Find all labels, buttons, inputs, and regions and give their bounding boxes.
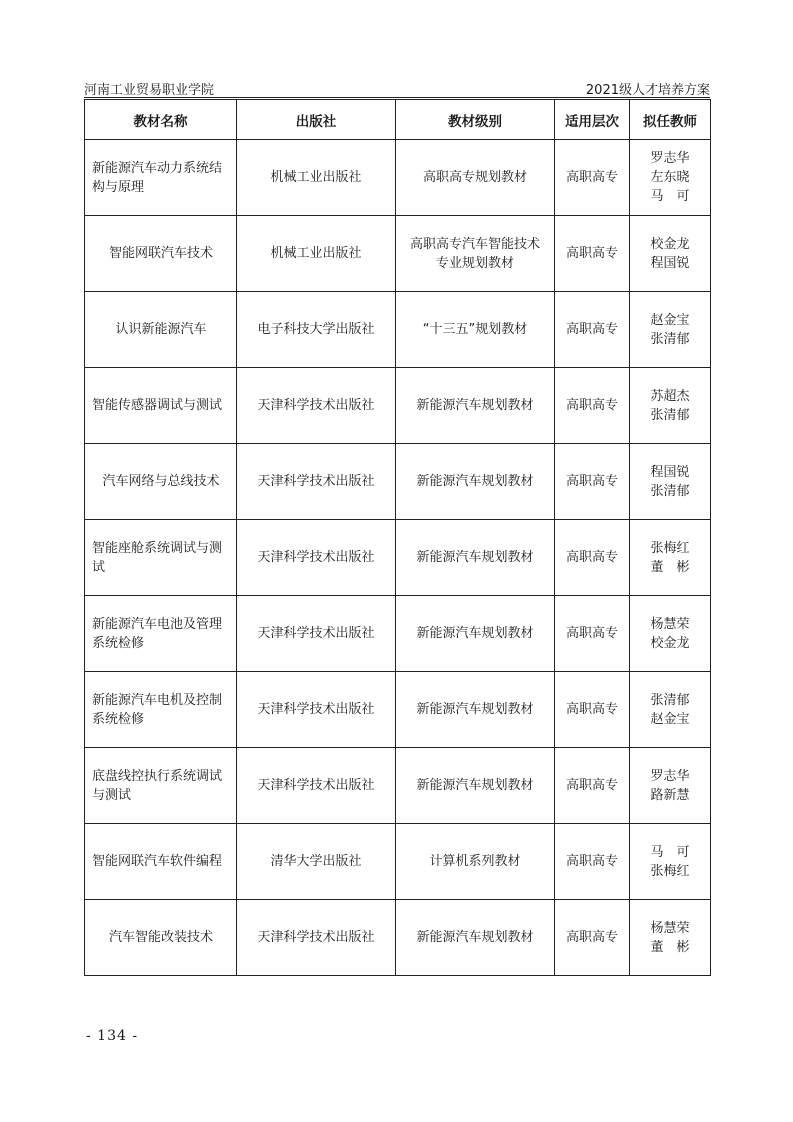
teacher-name: 杨慧荣 — [650, 920, 690, 936]
cell-textbook-name: 智能网联汽车软件编程 — [85, 824, 237, 900]
cell-publisher: 天津科学技术出版社 — [237, 672, 396, 748]
table-row — [85, 216, 711, 292]
table-row — [85, 368, 711, 444]
cell-scope: 高职高专 — [555, 900, 630, 976]
teacher-name: 张梅红 — [650, 863, 690, 879]
cell-teachers — [630, 216, 711, 292]
teacher-name: 赵金宝 — [650, 312, 690, 328]
cell-scope: 高职高专 — [555, 140, 630, 216]
cell-level: 计算机系列教材 — [396, 824, 555, 900]
cell-level: 新能源汽车规划教材 — [396, 748, 555, 824]
column-header-scope: 适用层次 — [555, 100, 630, 140]
cell-scope: 高职高专 — [555, 748, 630, 824]
column-header-publisher: 出版社 — [237, 100, 396, 140]
cell-scope: 高职高专 — [555, 444, 630, 520]
cell-teachers — [630, 596, 711, 672]
table-row — [85, 292, 711, 368]
cell-publisher: 机械工业出版社 — [237, 140, 396, 216]
teacher-name: 董 彬 — [650, 559, 690, 575]
teacher-name: 左东晓 — [650, 170, 690, 185]
cell-level: 新能源汽车规划教材 — [396, 444, 555, 520]
cell-level: 新能源汽车规划教材 — [396, 672, 555, 748]
cell-publisher: 天津科学技术出版社 — [237, 368, 396, 444]
cell-scope: 高职高专 — [555, 672, 630, 748]
cell-textbook-name: 智能网联汽车技术 — [85, 216, 237, 292]
page-header — [84, 77, 710, 98]
cell-scope: 高职高专 — [555, 292, 630, 368]
cell-teachers — [630, 140, 711, 216]
cell-level: 高职高专规划教材 — [396, 140, 555, 216]
teacher-name: 路新慧 — [650, 787, 690, 803]
header-institution: 河南工业贸易职业学院 — [84, 83, 215, 98]
cell-teachers — [630, 368, 711, 444]
cell-level: 新能源汽车规划教材 — [396, 900, 555, 976]
cell-teachers — [630, 520, 711, 596]
teacher-name: 赵金宝 — [650, 711, 690, 727]
column-header-teachers: 拟任教师 — [630, 100, 711, 140]
header-document-title: 2021级人才培养方案 — [585, 83, 710, 98]
cell-level: 高职高专汽车智能技术专业规划教材 — [396, 216, 555, 292]
cell-textbook-name: 新能源汽车动力系统结构与原理 — [85, 140, 237, 216]
cell-publisher: 天津科学技术出版社 — [237, 748, 396, 824]
teacher-name: 董 彬 — [650, 939, 690, 955]
table-row — [85, 596, 711, 672]
cell-teachers — [630, 672, 711, 748]
teacher-name: 程国锐 — [650, 255, 690, 271]
teacher-name: 校金龙 — [650, 635, 690, 651]
cell-scope: 高职高专 — [555, 596, 630, 672]
cell-textbook-name: 新能源汽车电池及管理系统检修 — [85, 596, 237, 672]
teacher-name: 张清郁 — [650, 483, 690, 499]
table-row — [85, 672, 711, 748]
teacher-name: 程国锐 — [650, 464, 690, 480]
cell-level: 新能源汽车规划教材 — [396, 520, 555, 596]
column-header-level: 教材级别 — [396, 100, 555, 140]
cell-textbook-name: 底盘线控执行系统调试与测试 — [85, 748, 237, 824]
cell-teachers — [630, 824, 711, 900]
teacher-name: 马 可 — [650, 844, 690, 860]
teacher-name: 罗志华 — [650, 768, 690, 784]
cell-publisher: 机械工业出版社 — [237, 216, 396, 292]
teacher-name: 校金龙 — [650, 236, 690, 252]
teacher-name: 张梅红 — [650, 540, 690, 556]
cell-textbook-name: 汽车网络与总线技术 — [85, 444, 237, 520]
cell-publisher: 天津科学技术出版社 — [237, 900, 396, 976]
cell-publisher: 电子科技大学出版社 — [237, 292, 396, 368]
cell-publisher: 天津科学技术出版社 — [237, 444, 396, 520]
cell-textbook-name: 汽车智能改装技术 — [85, 900, 237, 976]
cell-textbook-name: 智能传感器调试与测试 — [85, 368, 237, 444]
cell-textbook-name: 认识新能源汽车 — [85, 292, 237, 368]
cell-textbook-name: 新能源汽车电机及控制系统检修 — [85, 672, 237, 748]
textbook-table — [84, 99, 711, 976]
cell-level: 新能源汽车规划教材 — [396, 368, 555, 444]
cell-publisher: 天津科学技术出版社 — [237, 596, 396, 672]
page-number: - 134 - — [86, 1028, 139, 1044]
table-row — [85, 520, 711, 596]
teacher-name: 张清郁 — [650, 692, 690, 708]
cell-publisher: 天津科学技术出版社 — [237, 520, 396, 596]
teacher-name: 马 可 — [650, 189, 690, 204]
cell-scope: 高职高专 — [555, 368, 630, 444]
teacher-name: 苏超杰 — [650, 388, 690, 404]
column-header-name: 教材名称 — [85, 100, 237, 140]
cell-textbook-name: 智能座舱系统调试与测试 — [85, 520, 237, 596]
cell-scope: 高职高专 — [555, 216, 630, 292]
teacher-name: 杨慧荣 — [650, 616, 690, 632]
teacher-name: 张清郁 — [650, 331, 690, 347]
cell-scope: 高职高专 — [555, 824, 630, 900]
teacher-name: 张清郁 — [650, 407, 690, 423]
table-row — [85, 140, 711, 216]
cell-teachers — [630, 900, 711, 976]
cell-scope: 高职高专 — [555, 520, 630, 596]
cell-level: “十三五”规划教材 — [396, 292, 555, 368]
table-row — [85, 900, 711, 976]
cell-teachers — [630, 444, 711, 520]
cell-publisher: 清华大学出版社 — [237, 824, 396, 900]
table-row — [85, 824, 711, 900]
cell-teachers — [630, 748, 711, 824]
cell-teachers — [630, 292, 711, 368]
table-row — [85, 748, 711, 824]
teacher-name: 罗志华 — [650, 151, 690, 166]
cell-level: 新能源汽车规划教材 — [396, 596, 555, 672]
table-row — [85, 444, 711, 520]
table-header-row — [85, 100, 711, 140]
